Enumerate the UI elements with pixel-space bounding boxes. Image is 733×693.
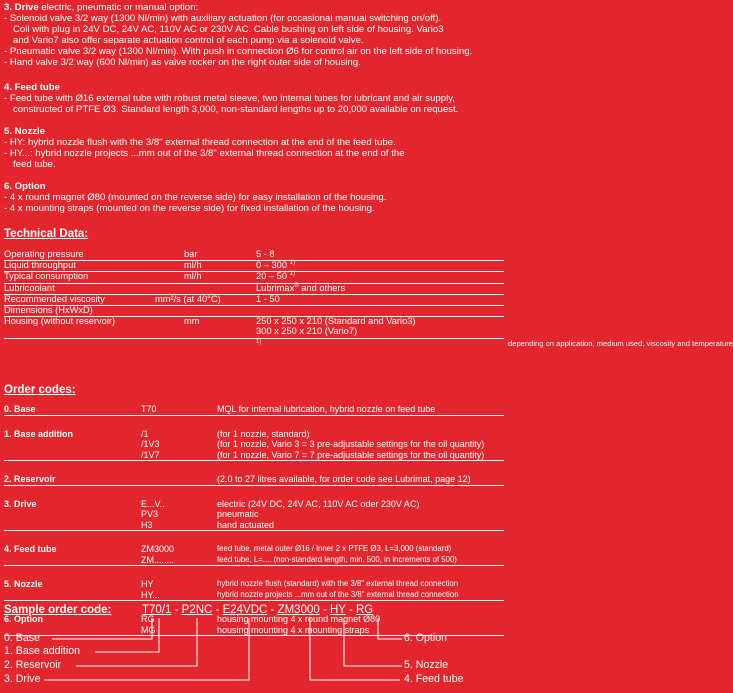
- connector-base: [52, 618, 152, 639]
- option-line: - 4 x round magnet Ø80 (mounted on the reverse side) for easy installation of the housing.: [4, 192, 387, 203]
- sample-code-separator: -: [212, 604, 223, 616]
- technical-label: Operating pressure: [4, 249, 84, 259]
- connector-nozzle: [344, 618, 402, 666]
- sample-code-feed-tube: ZM3000: [277, 604, 320, 616]
- technical-unit: ml/h: [184, 271, 202, 282]
- technical-unit: mm: [184, 316, 200, 327]
- drive-title-rest: electric, pneumatic or manual option:: [38, 2, 199, 13]
- connector-feed-tube: [310, 618, 400, 680]
- drive-title: 3. Drive: [4, 2, 39, 13]
- order-code: /1V3: [141, 439, 160, 449]
- drive-line: Coil with plug in 24V DC, 24V AC, 110V AC or 230V AC. Cable bushing on left side of housing. Vario3: [13, 24, 444, 35]
- feed-tube-line: constructed of PTFE Ø3. Standard length 3,000, non-standard lengths up to 20,000 available on request.: [13, 104, 459, 115]
- technical-value: 300 x 250 x 210 (Vario7): [256, 326, 358, 337]
- technical-value: 250 x 250 x 210 (Standard and Vario3): [256, 316, 416, 327]
- order-group-name: 5. Nozzle: [4, 579, 43, 589]
- footnote-marker: 1): [256, 338, 262, 345]
- sample-code-reservoir: P2NC: [181, 604, 213, 616]
- order-group-name: 6. Option: [4, 614, 43, 624]
- technical-label: Liquid throughput: [4, 260, 76, 271]
- order-desc: electric (24V DC, 24V AC, 110V AC oder 230V AC): [217, 498, 420, 509]
- order-desc: (2.0 to 27 litres available, for order code see Lubrimat, page 12): [217, 474, 471, 484]
- drive-line: - Hand valve 3/2 way (600 Nl/min) as valve rocker on the right outer side of housing.: [4, 57, 361, 68]
- sample-code-separator: -: [345, 604, 356, 616]
- order-desc: feed tube, L=.... (non-standard length, min. 500, in increments of 500): [217, 554, 457, 564]
- order-group-name: 0. Base: [4, 404, 36, 414]
- feed-tube-line: - Feed tube with Ø16 external tube with robust metal sleeve, two internal tubes for lubricant and air supply,: [4, 93, 455, 104]
- drive-line: and Vario7 also offer separate actuation control of each pump via a solenoid valve.: [13, 35, 364, 46]
- technical-unit: bar: [184, 249, 198, 259]
- technical-value: 5 - 8: [256, 249, 275, 259]
- nozzle-title: 5. Nozzle: [4, 126, 46, 137]
- order-desc: hybrid nozzle projects ...mm out of the 3/8" external thread connection: [217, 589, 459, 599]
- connector-option: [378, 618, 402, 639]
- technical-value: 1 - 50: [256, 293, 280, 304]
- option-line: - 4 x mounting straps (mounted on the reverse side) for fixed installation of the housing.: [4, 203, 375, 214]
- order-desc: housing mounting 4 x mounting straps: [217, 624, 370, 635]
- sample-label-drive: 3. Drive: [4, 673, 41, 685]
- order-code: RG: [141, 614, 155, 624]
- connector-reservoir: [76, 618, 197, 666]
- connector-base-addition: [95, 618, 159, 652]
- technical-value: Lubrimax: [256, 282, 295, 293]
- technical-value-after: and others: [298, 282, 346, 293]
- option-title: 6. Option: [4, 181, 46, 192]
- sample-label-option: 6. Option: [404, 632, 447, 644]
- order-code: ZM3000: [141, 544, 175, 554]
- footnote-marker: 1): [289, 271, 295, 278]
- sample-label-feed-tube: 4. Feed tube: [404, 673, 464, 685]
- technical-label: Recommended viscosity: [4, 293, 105, 304]
- sample-code-option: RG: [356, 604, 374, 616]
- order-code: /1V7: [141, 449, 160, 460]
- order-code: HY...: [141, 589, 160, 600]
- technical-data-title: Technical Data:: [4, 228, 89, 240]
- order-group-name: 3. Drive: [4, 498, 37, 509]
- technical-label: Dimensions (HxWxD): [4, 304, 93, 315]
- order-desc: (for 1 nozzle, Vario 7 = 7 pre-adjustable settings for the oil quantity): [217, 449, 485, 460]
- nozzle-line: - HY: hybrid nozzle flush with the 3/8" external thread connection at the end of the feed tube.: [4, 137, 396, 148]
- order-code: T70: [141, 404, 157, 414]
- sample-label-base: 0. Base: [4, 632, 40, 644]
- sample-label-base-addition: 1. Base addition: [4, 645, 80, 657]
- order-desc: housing mounting 4 x round magnet Ø80: [217, 614, 381, 624]
- order-group-name: 1. Base addition: [4, 428, 74, 439]
- sample-code-separator: -: [171, 604, 182, 616]
- order-code: HY: [141, 579, 154, 589]
- technical-value: 20 – 50: [256, 271, 288, 282]
- nozzle-line: - HY...: hybrid nozzle projects ...mm out of the 3/8" external thread connection at the end of the: [4, 148, 405, 159]
- registered-mark: ®: [294, 282, 299, 289]
- order-code: /1: [141, 428, 149, 439]
- order-code: ZM........: [141, 554, 174, 565]
- feed-tube-title: 4. Feed tube: [4, 82, 60, 93]
- order-desc: feed tube, metal outer Ø16 / inner 2 x PTFE Ø3, L=3,000 (standard): [217, 544, 452, 553]
- technical-value: 0 – 300: [256, 260, 288, 271]
- sample-code-separator: -: [319, 604, 330, 616]
- technical-label: Housing (without reservoir): [4, 316, 116, 327]
- order-code: MG: [141, 624, 156, 635]
- technical-unit: ml/h: [184, 260, 202, 271]
- drive-line: - Solenoid valve 3/2 way (1300 Nl/min) with auxiliary actuation (for occasional manual switching on/off).: [4, 13, 442, 24]
- sample-code-base: T70/1: [142, 604, 172, 616]
- technical-unit: mm²/s (at 40°C): [155, 293, 221, 304]
- order-desc: pneumatic: [217, 509, 259, 519]
- order-desc: (for 1 nozzle, Vario 3 = 3 pre-adjustable settings for the oil quantity): [217, 439, 485, 449]
- sample-label-reservoir: 2. Reservoir: [4, 659, 62, 671]
- drive-line: - Pneumatic valve 3/2 way (1300 Nl/min). With push in connection Ø6 for control air on the left side of housing.: [4, 46, 473, 57]
- technical-label: Typical consumption: [4, 271, 89, 282]
- order-group-name: 4. Feed tube: [4, 544, 57, 554]
- sample-code-separator: -: [267, 604, 278, 616]
- footnote-text: depending on application, medium used, viscosity and temperature: [508, 338, 733, 348]
- sample-code-nozzle: HY: [329, 604, 346, 616]
- order-code: H3: [141, 519, 153, 530]
- footnote-marker: 1): [289, 260, 295, 267]
- sample-code-drive: E24VDC: [222, 604, 268, 616]
- order-desc: MQL for internal lubrication, hybrid nozzle on feed tube: [217, 404, 436, 414]
- order-desc: hand actuated: [217, 519, 275, 530]
- nozzle-line: feed tube.: [13, 159, 56, 170]
- sample-order-title: Sample order code:: [4, 604, 112, 616]
- order-desc: hybrid nozzle flush (standard) with the 3/8" external thread connection: [217, 579, 459, 588]
- order-desc: (for 1 nozzle, standard): [217, 428, 310, 439]
- order-group-name: 2. Reservoir: [4, 474, 56, 484]
- order-code: PV3: [141, 509, 159, 519]
- technical-label: Lubricoolant: [4, 282, 55, 293]
- order-code: E...V..: [141, 498, 165, 509]
- order-codes-title: Order codes:: [4, 384, 76, 396]
- sample-label-nozzle: 5. Nozzle: [404, 659, 449, 671]
